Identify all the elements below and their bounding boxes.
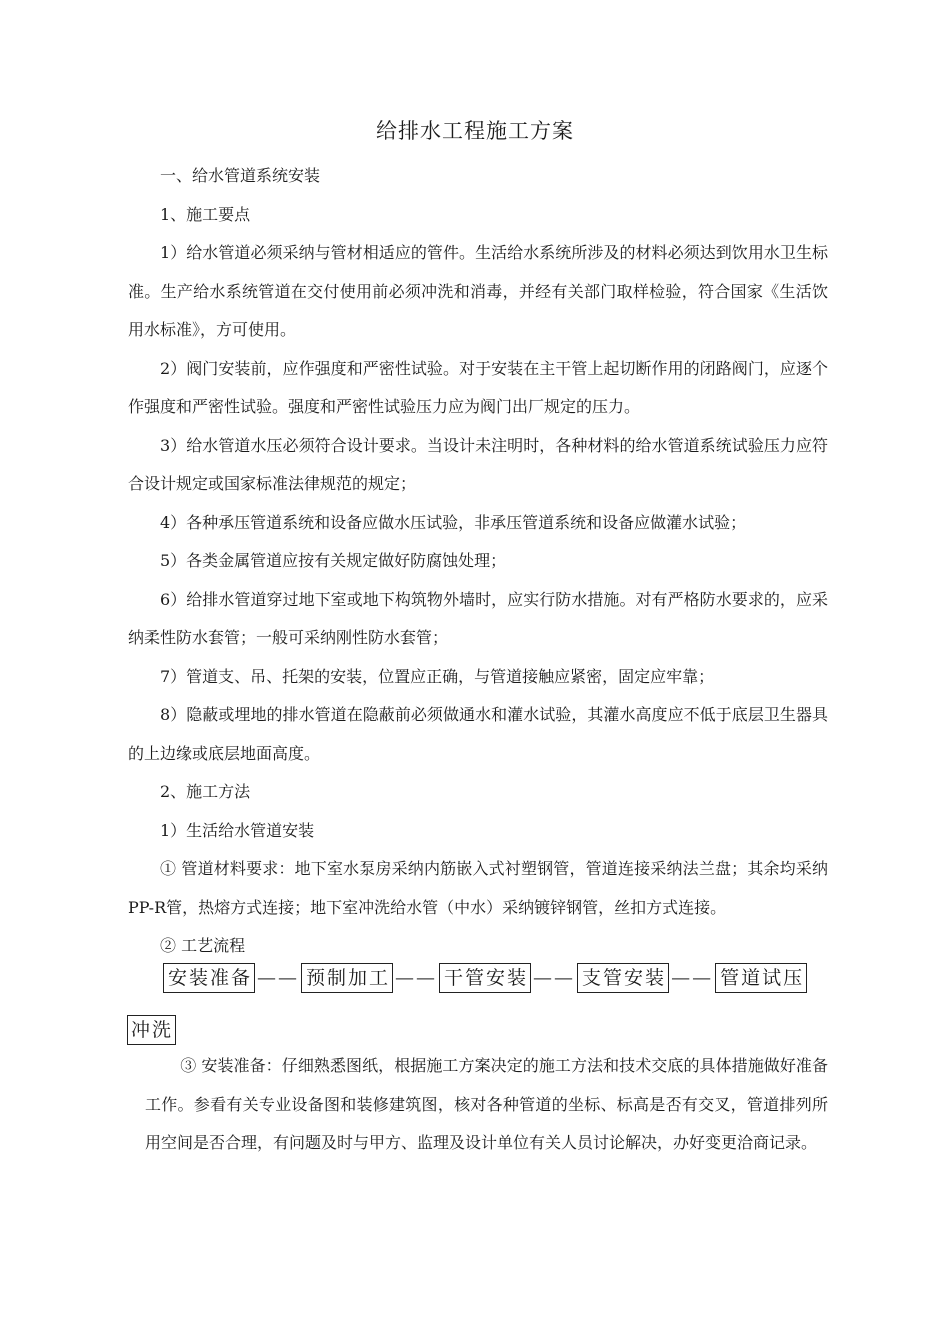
- paragraph: 7）管道支、吊、托架的安装，位置应正确，与管道接触应紧密，固定应牢靠；: [160, 666, 715, 686]
- paragraph: ③ 安装准备：仔细熟悉图纸，根据施工方案决定的施工方法和技术交底的具体措施做好准备工作。参看有关专业设备图和装修建筑图，核对各种管道的坐标、标高是否有交叉，管道排列所用空间是否合理，有问题及时与甲方、监理及设计单位有关人员讨论解决，办好变更洽商记录。: [145, 1056, 828, 1152]
- paragraph: 3）给水管道水压必须符合设计要求。当设计未注明时，各种材料的给水管道系统试验压力应符合设计规定或国家标准法律规范的规定；: [128, 435, 828, 493]
- subsection-heading: 2、施工方法: [160, 782, 251, 801]
- paragraph: 8）隐蔽或埋地的排水管道在隐蔽前必须做通水和灌水试验，其灌水高度应不低于底层卫生器具的上边缘或底层地面高度。: [128, 705, 828, 763]
- flow-step: 预制加工: [301, 963, 393, 993]
- paragraph: 2）阀门安装前，应作强度和严密性试验。对于安装在主干管上起切断作用的闭路阀门，应逐个作强度和严密性试验。强度和严密性试验压力应为阀门出厂规定的压力。: [128, 358, 828, 416]
- flow-step: 安装准备: [163, 963, 255, 993]
- paragraph: 1）给水管道必须采纳与管材相适应的管件。生活给水系统所涉及的材料必须达到饮用水卫生标准。生产给水系统管道在交付使用前必须冲洗和消毒，并经有关部门取样检验，符合国家《生活饮用水标准》，方可使用。: [128, 243, 828, 339]
- flow-arrow: ——: [257, 967, 300, 989]
- flow-step: 干管安装: [439, 963, 531, 993]
- section-heading: 一、给水管道系统安装: [160, 166, 321, 185]
- subsection-heading: 1）生活给水管道安装: [160, 820, 315, 840]
- flow-arrow: ——: [533, 967, 576, 989]
- page-title: 给排水工程施工方案: [376, 119, 574, 143]
- document-body-continued: [145, 1047, 828, 1163]
- paragraph: 6）给排水管道穿过地下室或地下构筑物外墙时，应实行防水措施。对有严格防水要求的，应采纳柔性防水套管；一般可采纳刚性防水套管；: [128, 589, 828, 647]
- flow-arrow: ——: [395, 967, 438, 989]
- flow-arrow: ——: [671, 967, 714, 989]
- paragraph: 5）各类金属管道应按有关规定做好防腐蚀处理；: [160, 551, 507, 570]
- flow-step: 管道试压: [715, 963, 807, 993]
- flow-step: 冲洗: [127, 1015, 176, 1045]
- subsection-heading: 1、施工要点: [160, 204, 251, 224]
- document-body: [128, 157, 828, 966]
- paragraph: 4）各种承压管道系统和设备应做水压试验，非承压管道系统和设备应做灌水试验；: [160, 512, 747, 532]
- process-flow: [163, 962, 807, 994]
- paragraph: ① 管道材料要求：地下室水泵房采纳内筋嵌入式衬塑钢管，管道连接采纳法兰盘；其余均采纳PP-R管，热熔方式连接；地下室冲洗给水管（中水）采纳镀锌钢管，丝扣方式连接。: [128, 859, 828, 917]
- paragraph: ② 工艺流程: [160, 936, 246, 955]
- flow-step: 支管安装: [577, 963, 669, 993]
